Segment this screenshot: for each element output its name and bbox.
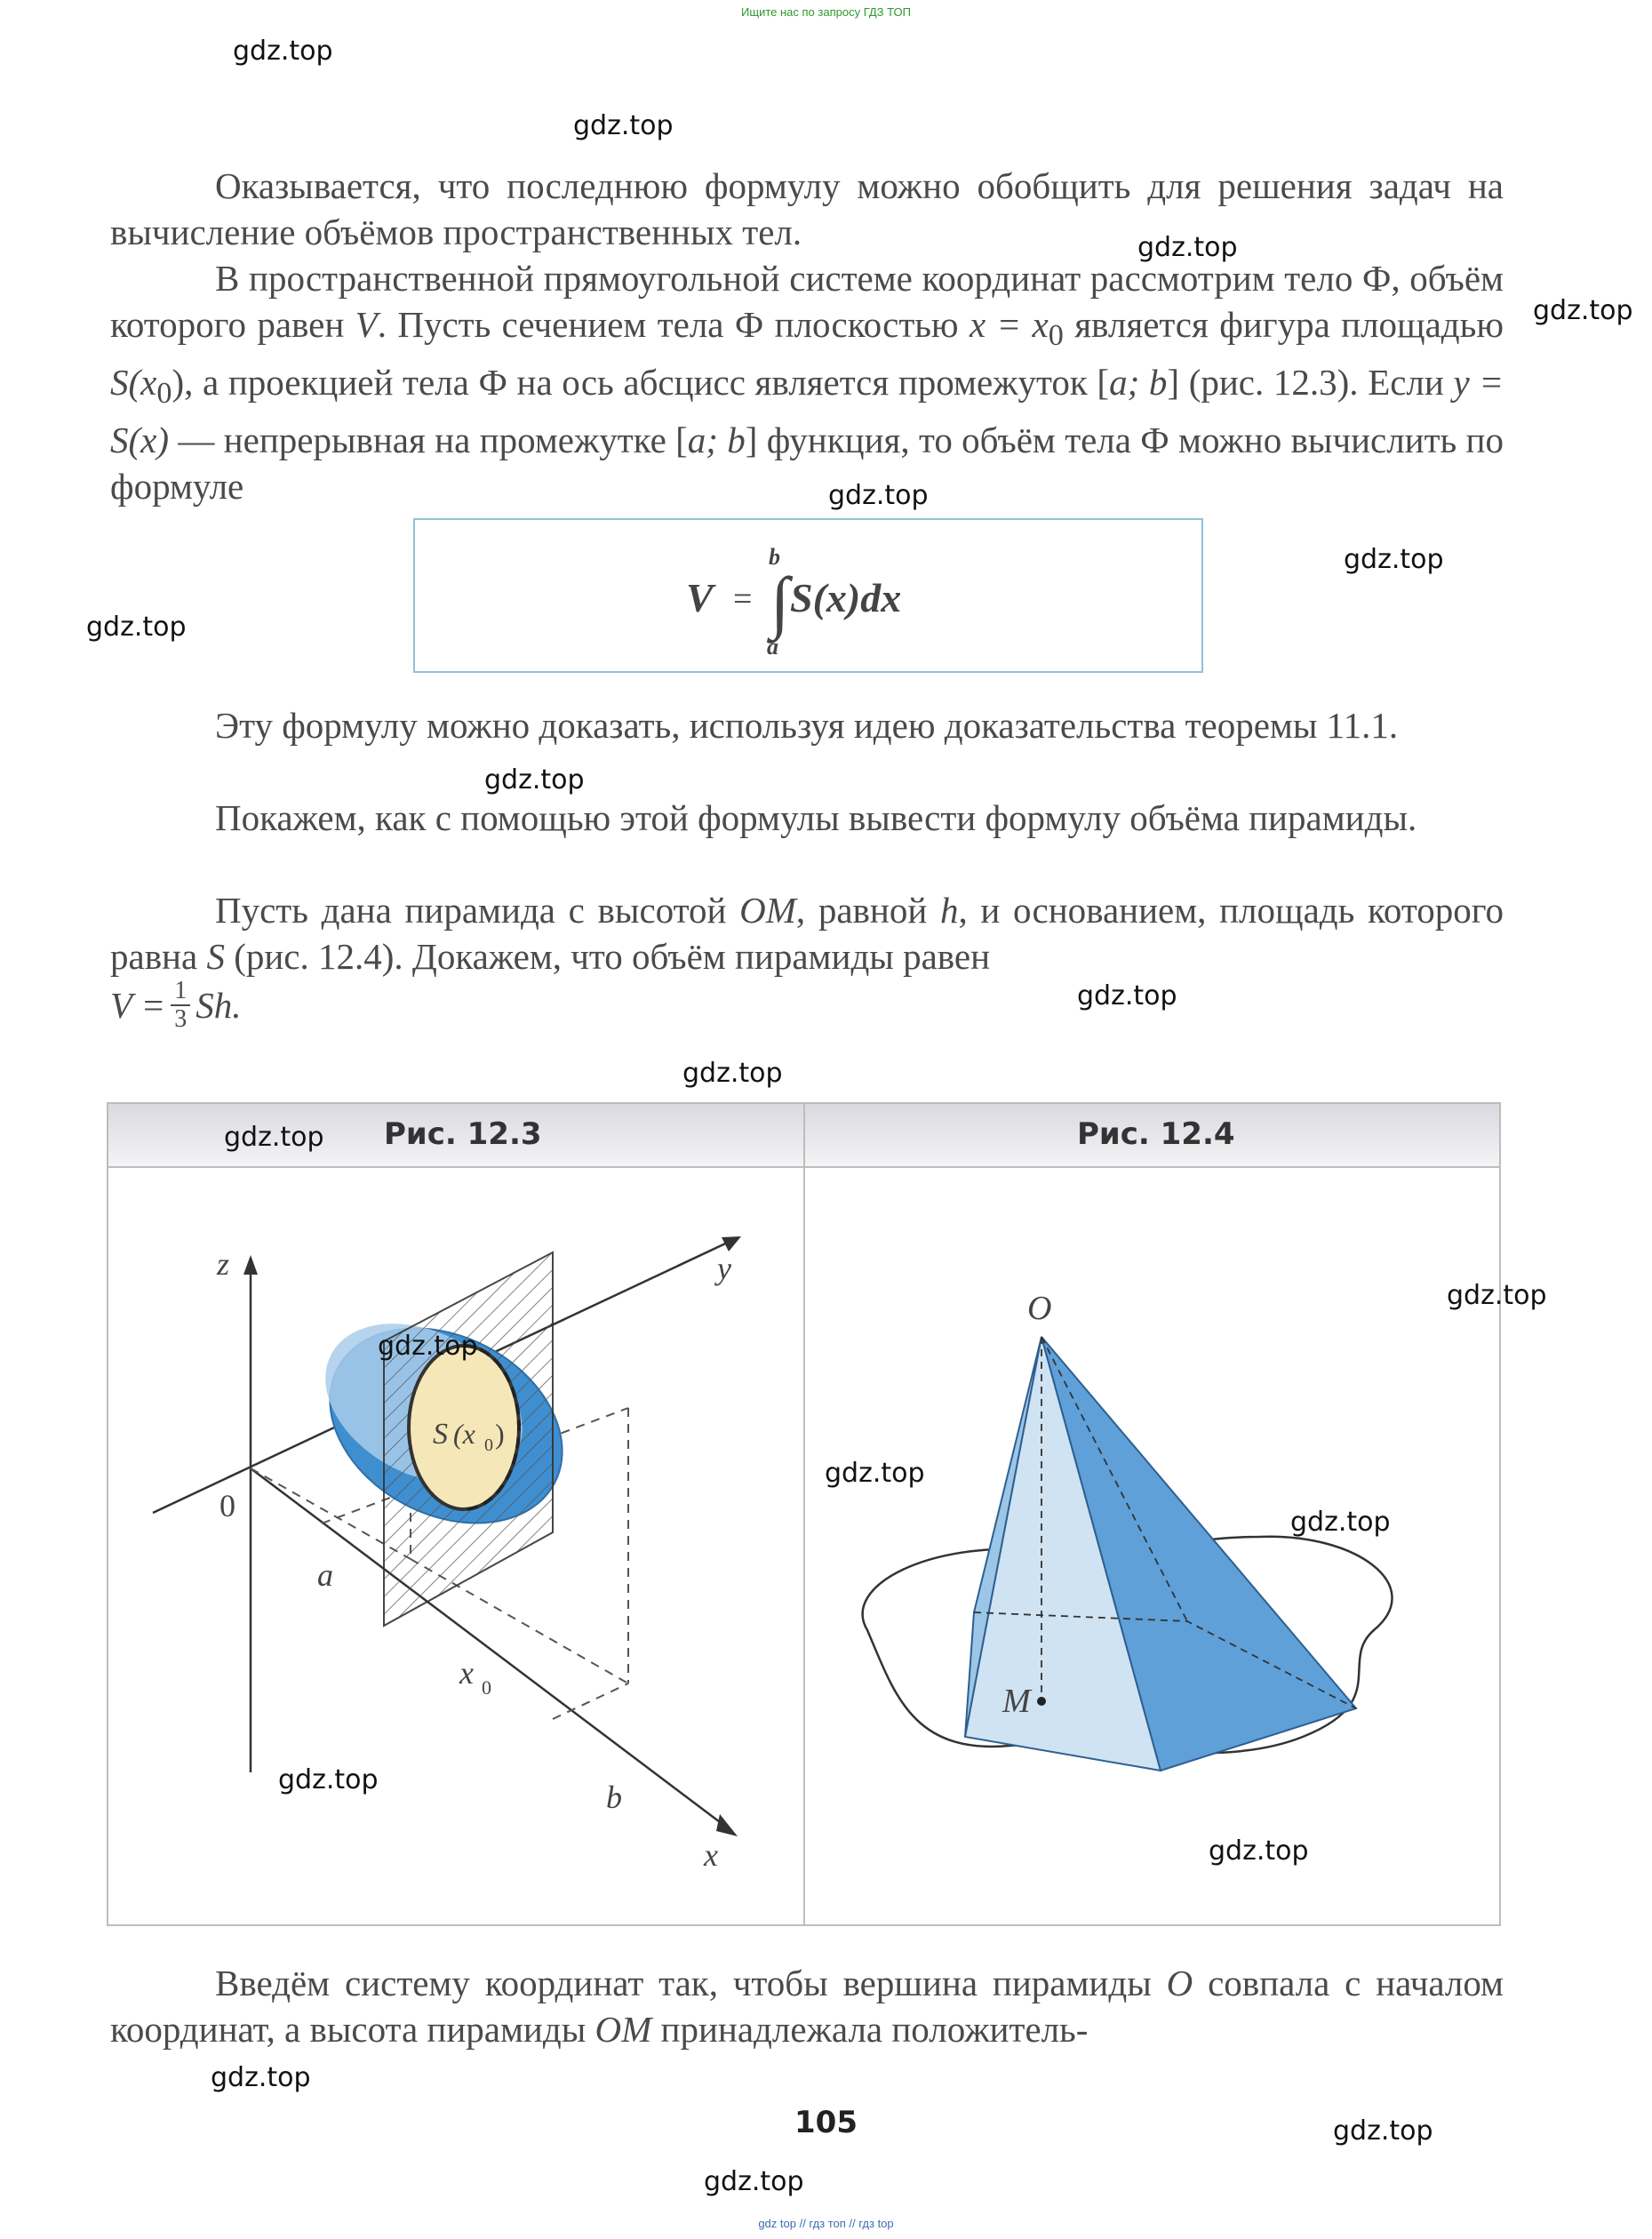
watermark: gdz.top: [1077, 980, 1177, 1012]
bottom-note: gdz top // гдз топ // гдз top: [758, 2217, 894, 2230]
figure-12-3: [108, 1168, 802, 1923]
integral-formula: [415, 520, 1201, 671]
label-a: a: [317, 1557, 333, 1593]
label-x: x: [704, 1837, 718, 1873]
formula-lhs: V: [686, 575, 714, 620]
guide-b: [553, 1683, 628, 1719]
top-note: Ищите нас по запросу ГДЗ ТОП: [741, 5, 911, 19]
watermark: gdz.top: [573, 110, 674, 141]
formula-body: S(x)dx: [790, 575, 902, 620]
formula-lower: a: [767, 634, 778, 660]
formula-box: [413, 518, 1203, 673]
fraction-numerator: 1: [171, 978, 190, 1006]
formula-eq: =: [733, 580, 753, 618]
label-z: z: [217, 1246, 230, 1282]
label-y: y: [717, 1251, 731, 1286]
watermark: gdz.top: [1344, 544, 1444, 575]
watermark: gdz.top: [1137, 232, 1238, 263]
page-number: 105: [794, 2105, 858, 2140]
watermark: gdz.top: [825, 1458, 925, 1489]
watermark: gdz.top: [828, 480, 929, 511]
figure-12-4: [805, 1168, 1498, 1923]
label-x0-sub: 0: [482, 1676, 491, 1699]
label-origin: 0: [219, 1488, 235, 1523]
watermark: gdz.top: [1209, 1835, 1309, 1867]
paragraph-1: Оказывается, что последнюю формулу можно обобщить для решения задач на вычисление объёмов пространственных тел.: [110, 165, 1504, 252]
formula-v: V =: [110, 985, 166, 1026]
paragraph-5: Пусть дана пирамида с высотой OM, равной h, и основанием, площадь которого равна S (рис. 12.4). Докажем, что объём пирамиды равен: [110, 890, 1504, 977]
x-arrow-icon: [716, 1814, 738, 1836]
watermark: gdz.top: [1447, 1280, 1547, 1311]
watermark: gdz.top: [1333, 2115, 1433, 2147]
fig-12-4-label: Рис. 12.4: [1077, 1116, 1235, 1152]
watermark: gdz.top: [484, 764, 585, 796]
label-O: O: [1027, 1290, 1052, 1327]
watermark: gdz.top: [682, 1058, 783, 1089]
z-arrow-icon: [243, 1255, 258, 1275]
watermark: gdz.top: [1290, 1507, 1391, 1538]
paragraph-3: Эту формулу можно доказать, используя идею доказательства теоремы 11.1.: [215, 705, 1399, 746]
watermark: gdz.top: [378, 1331, 478, 1362]
fraction: [171, 978, 190, 1033]
label-Sx-close: ): [495, 1418, 505, 1450]
label-Sx: (x: [453, 1418, 475, 1450]
label-Sx-sub: 0: [484, 1435, 493, 1455]
watermark: gdz.top: [704, 2166, 804, 2197]
paragraph-2: В пространственной прямоугольной системе координат рассмотрим тело Ф, объём которого равен V. Пусть сечением тела Ф плоскостью $x = x_0$ является фигура площадью $S(x_0)$, а проекцией тела Ф на ось абсцисс является промежуток [a; b] (рис. 12.3). Если y = S(x) — непрерывная на промежутке [a; b] функция, то объём тела Ф можно вычислить по формуле: [110, 258, 1504, 508]
fraction-denominator: 3: [174, 1005, 188, 1033]
formula-sh: Sh.: [196, 985, 242, 1026]
watermark: gdz.top: [211, 2062, 311, 2093]
paragraph-6: Введём систему координат так, чтобы вершина пирамиды O совпала с началом координат, а высота пирамиды OM принадлежала положитель-: [110, 1963, 1504, 2050]
fig-12-3-label: Рис. 12.3: [384, 1116, 542, 1152]
watermark: gdz.top: [224, 1122, 324, 1153]
watermark: gdz.top: [1533, 295, 1633, 326]
pyramid-volume-formula: [110, 978, 241, 1033]
formula-upper: b: [769, 544, 780, 570]
label-b: b: [606, 1779, 622, 1815]
point-m: [1037, 1697, 1046, 1706]
label-S: S: [433, 1418, 448, 1451]
watermark: gdz.top: [233, 36, 333, 67]
label-M: M: [1002, 1683, 1031, 1720]
watermark: gdz.top: [278, 1764, 379, 1795]
watermark: gdz.top: [86, 612, 187, 643]
formula-integral: ∫: [770, 563, 790, 640]
paragraph-4: Покажем, как с помощью этой формулы вывести формулу объёма пирамиды.: [215, 797, 1417, 838]
label-x0: x: [459, 1655, 474, 1691]
